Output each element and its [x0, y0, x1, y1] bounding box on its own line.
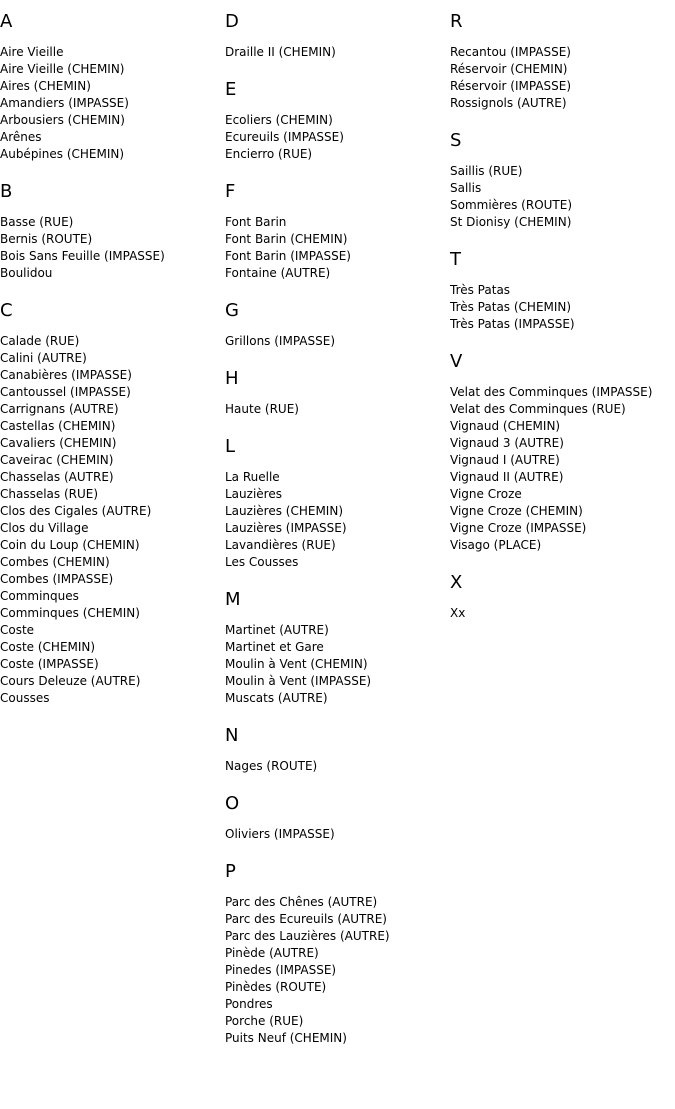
street-list: [450, 282, 675, 333]
street-link[interactable]: Vigne Croze (IMPASSE): [450, 521, 587, 535]
list-item: [0, 384, 220, 401]
section-letter-heading: F: [225, 181, 236, 202]
section-letter-heading: P: [225, 861, 236, 882]
street-link[interactable]: Clos du Village: [0, 521, 89, 535]
list-item: [225, 503, 445, 520]
list-item: [450, 316, 675, 333]
letter-section: [450, 10, 675, 112]
letter-section: [225, 180, 445, 282]
letter-section: [225, 78, 445, 163]
section-letter-heading: N: [225, 725, 239, 746]
street-link[interactable]: Amandiers (IMPASSE): [0, 96, 129, 110]
list-item: [0, 129, 220, 146]
street-link[interactable]: Ecoliers (CHEMIN): [225, 113, 333, 127]
list-item: [0, 435, 220, 452]
list-item: [225, 656, 445, 673]
list-item: [225, 962, 445, 979]
index-column: [225, 10, 445, 1064]
letter-section: [450, 248, 675, 333]
street-list: [225, 214, 445, 282]
letter-section: [225, 10, 445, 61]
list-item: [450, 180, 675, 197]
list-item: [450, 418, 675, 435]
list-item: [225, 554, 445, 571]
list-item: [0, 588, 220, 605]
list-item: [450, 503, 675, 520]
list-item: [0, 503, 220, 520]
street-list: [225, 826, 445, 843]
list-item: [450, 61, 675, 78]
letter-section: [450, 129, 675, 231]
list-item: [0, 418, 220, 435]
section-letter-heading: V: [450, 351, 463, 372]
list-item: [225, 469, 445, 486]
index-column: [0, 10, 220, 724]
list-item: [225, 826, 445, 843]
street-link[interactable]: Sallis: [450, 181, 482, 195]
street-list: [0, 44, 220, 163]
section-letter-heading: D: [225, 11, 239, 32]
list-item: [225, 333, 445, 350]
section-letter-heading: C: [0, 300, 13, 321]
list-item: [225, 1013, 445, 1030]
street-link[interactable]: Velat des Comminques (RUE): [450, 402, 626, 416]
street-link[interactable]: Calini (AUTRE): [0, 351, 87, 365]
street-list: [450, 605, 675, 622]
street-list: [450, 384, 675, 554]
street-list: [225, 469, 445, 571]
street-link[interactable]: Rossignols (AUTRE): [450, 96, 567, 110]
letter-section: [0, 299, 220, 707]
street-list: [0, 333, 220, 707]
list-item: [450, 486, 675, 503]
list-item: [450, 282, 675, 299]
section-letter-heading: B: [0, 181, 13, 202]
street-link[interactable]: Pinèdes (ROUTE): [225, 980, 327, 994]
letter-section: [225, 435, 445, 571]
street-link[interactable]: Arbousiers (CHEMIN): [0, 113, 125, 127]
street-link[interactable]: Calade (RUE): [0, 334, 80, 348]
list-item: [225, 996, 445, 1013]
letter-section: [0, 180, 220, 282]
list-item: [0, 61, 220, 78]
street-link[interactable]: Pondres: [225, 997, 273, 1011]
list-item: [225, 1030, 445, 1047]
street-link[interactable]: Combes (IMPASSE): [0, 572, 114, 586]
list-item: [225, 690, 445, 707]
street-link[interactable]: Réservoir (IMPASSE): [450, 79, 572, 93]
list-item: [450, 605, 675, 622]
list-item: [450, 44, 675, 61]
list-item: [0, 333, 220, 350]
street-link[interactable]: Bernis (ROUTE): [0, 232, 93, 246]
list-item: [0, 605, 220, 622]
street-link[interactable]: Vigne Croze: [450, 487, 522, 501]
list-item: [225, 758, 445, 775]
list-item: [0, 622, 220, 639]
street-link[interactable]: Cours Deleuze (AUTRE): [0, 674, 141, 688]
letter-section: [225, 724, 445, 775]
street-link[interactable]: Castellas (CHEMIN): [0, 419, 116, 433]
list-item: [0, 78, 220, 95]
street-link[interactable]: Très Patas (IMPASSE): [450, 317, 575, 331]
street-link[interactable]: Très Patas (CHEMIN): [450, 300, 572, 314]
street-link[interactable]: Caveirac (CHEMIN): [0, 453, 114, 467]
street-link[interactable]: Aire Vieille: [0, 45, 64, 59]
street-link[interactable]: Combes (CHEMIN): [0, 555, 110, 569]
list-item: [0, 690, 220, 707]
list-item: [225, 146, 445, 163]
street-link[interactable]: Réservoir (CHEMIN): [450, 62, 568, 76]
list-item: [225, 911, 445, 928]
list-item: [225, 231, 445, 248]
street-link[interactable]: Cavaliers (CHEMIN): [0, 436, 117, 450]
letter-section: [225, 588, 445, 707]
street-link[interactable]: Fontaine (AUTRE): [225, 266, 331, 280]
street-link[interactable]: Coste (IMPASSE): [0, 657, 99, 671]
street-link[interactable]: Moulin à Vent (IMPASSE): [225, 674, 372, 688]
list-item: [450, 299, 675, 316]
street-link[interactable]: Muscats (AUTRE): [225, 691, 328, 705]
list-item: [450, 469, 675, 486]
letter-section: [225, 299, 445, 350]
letter-section: [225, 792, 445, 843]
section-letter-heading: X: [450, 572, 463, 593]
street-link[interactable]: Lavandières (RUE): [225, 538, 336, 552]
letter-section: [225, 367, 445, 418]
street-link[interactable]: Porche (RUE): [225, 1014, 304, 1028]
letter-section: [225, 860, 445, 1047]
street-link[interactable]: Saillis (RUE): [450, 164, 523, 178]
street-link[interactable]: Les Cousses: [225, 555, 299, 569]
street-list: [225, 44, 445, 61]
street-link[interactable]: Font Barin (CHEMIN): [225, 232, 348, 246]
list-item: [450, 78, 675, 95]
street-link[interactable]: Carrignans (AUTRE): [0, 402, 119, 416]
street-link[interactable]: Visago (PLACE): [450, 538, 542, 552]
street-link[interactable]: Sommières (ROUTE): [450, 198, 573, 212]
section-letter-heading: E: [225, 79, 237, 100]
street-link[interactable]: Aires (CHEMIN): [0, 79, 91, 93]
list-item: [0, 554, 220, 571]
list-item: [0, 673, 220, 690]
street-link[interactable]: Font Barin: [225, 215, 287, 229]
street-link[interactable]: Oliviers (IMPASSE): [225, 827, 335, 841]
street-link[interactable]: Grillons (IMPASSE): [225, 334, 335, 348]
list-item: [0, 367, 220, 384]
list-item: [225, 979, 445, 996]
list-item: [0, 520, 220, 537]
section-letter-heading: T: [450, 249, 461, 270]
street-link[interactable]: Lauzières (CHEMIN): [225, 504, 343, 518]
street-link[interactable]: Parc des Chênes (AUTRE): [225, 895, 378, 909]
list-item: [450, 163, 675, 180]
street-link[interactable]: Arênes: [0, 130, 42, 144]
street-list: [225, 622, 445, 707]
list-item: [225, 401, 445, 418]
street-link[interactable]: Très Patas: [450, 283, 511, 297]
section-letter-heading: H: [225, 368, 239, 389]
list-item: [0, 452, 220, 469]
list-item: [225, 894, 445, 911]
street-link[interactable]: Moulin à Vent (CHEMIN): [225, 657, 368, 671]
street-link[interactable]: Chasselas (AUTRE): [0, 470, 114, 484]
index-column: [450, 10, 675, 639]
street-list: [0, 214, 220, 282]
list-item: [0, 214, 220, 231]
list-item: [225, 520, 445, 537]
street-link[interactable]: Draille II (CHEMIN): [225, 45, 336, 59]
section-letter-heading: L: [225, 436, 236, 457]
street-link[interactable]: Boulidou: [0, 266, 53, 280]
list-item: [225, 265, 445, 282]
letter-section: [450, 350, 675, 554]
list-item: [0, 401, 220, 418]
street-list: [450, 44, 675, 112]
list-item: [0, 486, 220, 503]
list-item: [450, 214, 675, 231]
street-link[interactable]: St Dionisy (CHEMIN): [450, 215, 572, 229]
list-item: [225, 214, 445, 231]
list-item: [0, 656, 220, 673]
section-letter-heading: O: [225, 793, 240, 814]
list-item: [0, 146, 220, 163]
list-item: [0, 112, 220, 129]
list-item: [0, 639, 220, 656]
section-letter-heading: S: [450, 130, 462, 151]
list-item: [225, 537, 445, 554]
list-item: [225, 44, 445, 61]
street-link[interactable]: Vignaud (CHEMIN): [450, 419, 561, 433]
list-item: [225, 486, 445, 503]
street-link[interactable]: Cousses: [0, 691, 50, 705]
section-letter-heading: A: [0, 11, 13, 32]
letter-section: [450, 571, 675, 622]
list-item: [0, 231, 220, 248]
street-link[interactable]: Ecureuils (IMPASSE): [225, 130, 344, 144]
list-item: [225, 673, 445, 690]
street-link[interactable]: La Ruelle: [225, 470, 280, 484]
list-item: [0, 95, 220, 112]
street-link[interactable]: Nages (ROUTE): [225, 759, 318, 773]
street-link[interactable]: Font Barin (IMPASSE): [225, 249, 351, 263]
street-link[interactable]: Velat des Comminques (IMPASSE): [450, 385, 653, 399]
street-link[interactable]: Aire Vieille (CHEMIN): [0, 62, 125, 76]
street-link[interactable]: Recantou (IMPASSE): [450, 45, 571, 59]
street-list: [225, 112, 445, 163]
street-list: [225, 401, 445, 418]
list-item: [450, 384, 675, 401]
list-item: [0, 248, 220, 265]
street-link[interactable]: Xx: [450, 606, 466, 620]
street-link[interactable]: Puits Neuf (CHEMIN): [225, 1031, 347, 1045]
street-link[interactable]: Martinet (AUTRE): [225, 623, 329, 637]
list-item: [225, 622, 445, 639]
list-item: [225, 129, 445, 146]
street-list: [225, 758, 445, 775]
list-item: [225, 248, 445, 265]
street-link[interactable]: Canabières (IMPASSE): [0, 368, 132, 382]
list-item: [0, 350, 220, 367]
street-link[interactable]: Cantoussel (IMPASSE): [0, 385, 131, 399]
street-link[interactable]: Coste (CHEMIN): [0, 640, 96, 654]
street-link[interactable]: Haute (RUE): [225, 402, 299, 416]
street-link[interactable]: Pinedes (IMPASSE): [225, 963, 337, 977]
list-item: [0, 537, 220, 554]
list-item: [450, 401, 675, 418]
street-link[interactable]: Comminques: [0, 589, 79, 603]
letter-section: [0, 10, 220, 163]
list-item: [450, 95, 675, 112]
section-letter-heading: R: [450, 11, 463, 32]
list-item: [0, 44, 220, 61]
street-link[interactable]: Clos des Cigales (AUTRE): [0, 504, 152, 518]
street-list: [225, 894, 445, 1047]
list-item: [225, 928, 445, 945]
street-link[interactable]: Vignaud I (AUTRE): [450, 453, 560, 467]
street-link[interactable]: Basse (RUE): [0, 215, 74, 229]
street-link[interactable]: Aubépines (CHEMIN): [0, 147, 125, 161]
list-item: [450, 435, 675, 452]
street-link[interactable]: Vignaud II (AUTRE): [450, 470, 564, 484]
list-item: [0, 469, 220, 486]
list-item: [450, 520, 675, 537]
street-link[interactable]: Bois Sans Feuille (IMPASSE): [0, 249, 165, 263]
list-item: [225, 945, 445, 962]
list-item: [225, 639, 445, 656]
street-link[interactable]: Comminques (CHEMIN): [0, 606, 140, 620]
list-item: [450, 197, 675, 214]
street-link[interactable]: Vignaud 3 (AUTRE): [450, 436, 564, 450]
street-link[interactable]: Coste: [0, 623, 35, 637]
list-item: [0, 265, 220, 282]
list-item: [450, 537, 675, 554]
street-link[interactable]: Lauzières (IMPASSE): [225, 521, 347, 535]
street-link[interactable]: Parc des Lauzières (AUTRE): [225, 929, 390, 943]
list-item: [450, 452, 675, 469]
section-letter-heading: G: [225, 300, 239, 321]
list-item: [225, 112, 445, 129]
street-link[interactable]: Lauzières: [225, 487, 282, 501]
street-link[interactable]: Vigne Croze (CHEMIN): [450, 504, 583, 518]
street-link[interactable]: Parc des Ecureuils (AUTRE): [225, 912, 387, 926]
street-link[interactable]: Encierro (RUE): [225, 147, 313, 161]
street-link[interactable]: Coin du Loup (CHEMIN): [0, 538, 140, 552]
street-list: [450, 163, 675, 231]
street-list: [225, 333, 445, 350]
street-link[interactable]: Martinet et Gare: [225, 640, 324, 654]
list-item: [0, 571, 220, 588]
section-letter-heading: M: [225, 589, 241, 610]
street-link[interactable]: Pinède (AUTRE): [225, 946, 319, 960]
street-link[interactable]: Chasselas (RUE): [0, 487, 99, 501]
